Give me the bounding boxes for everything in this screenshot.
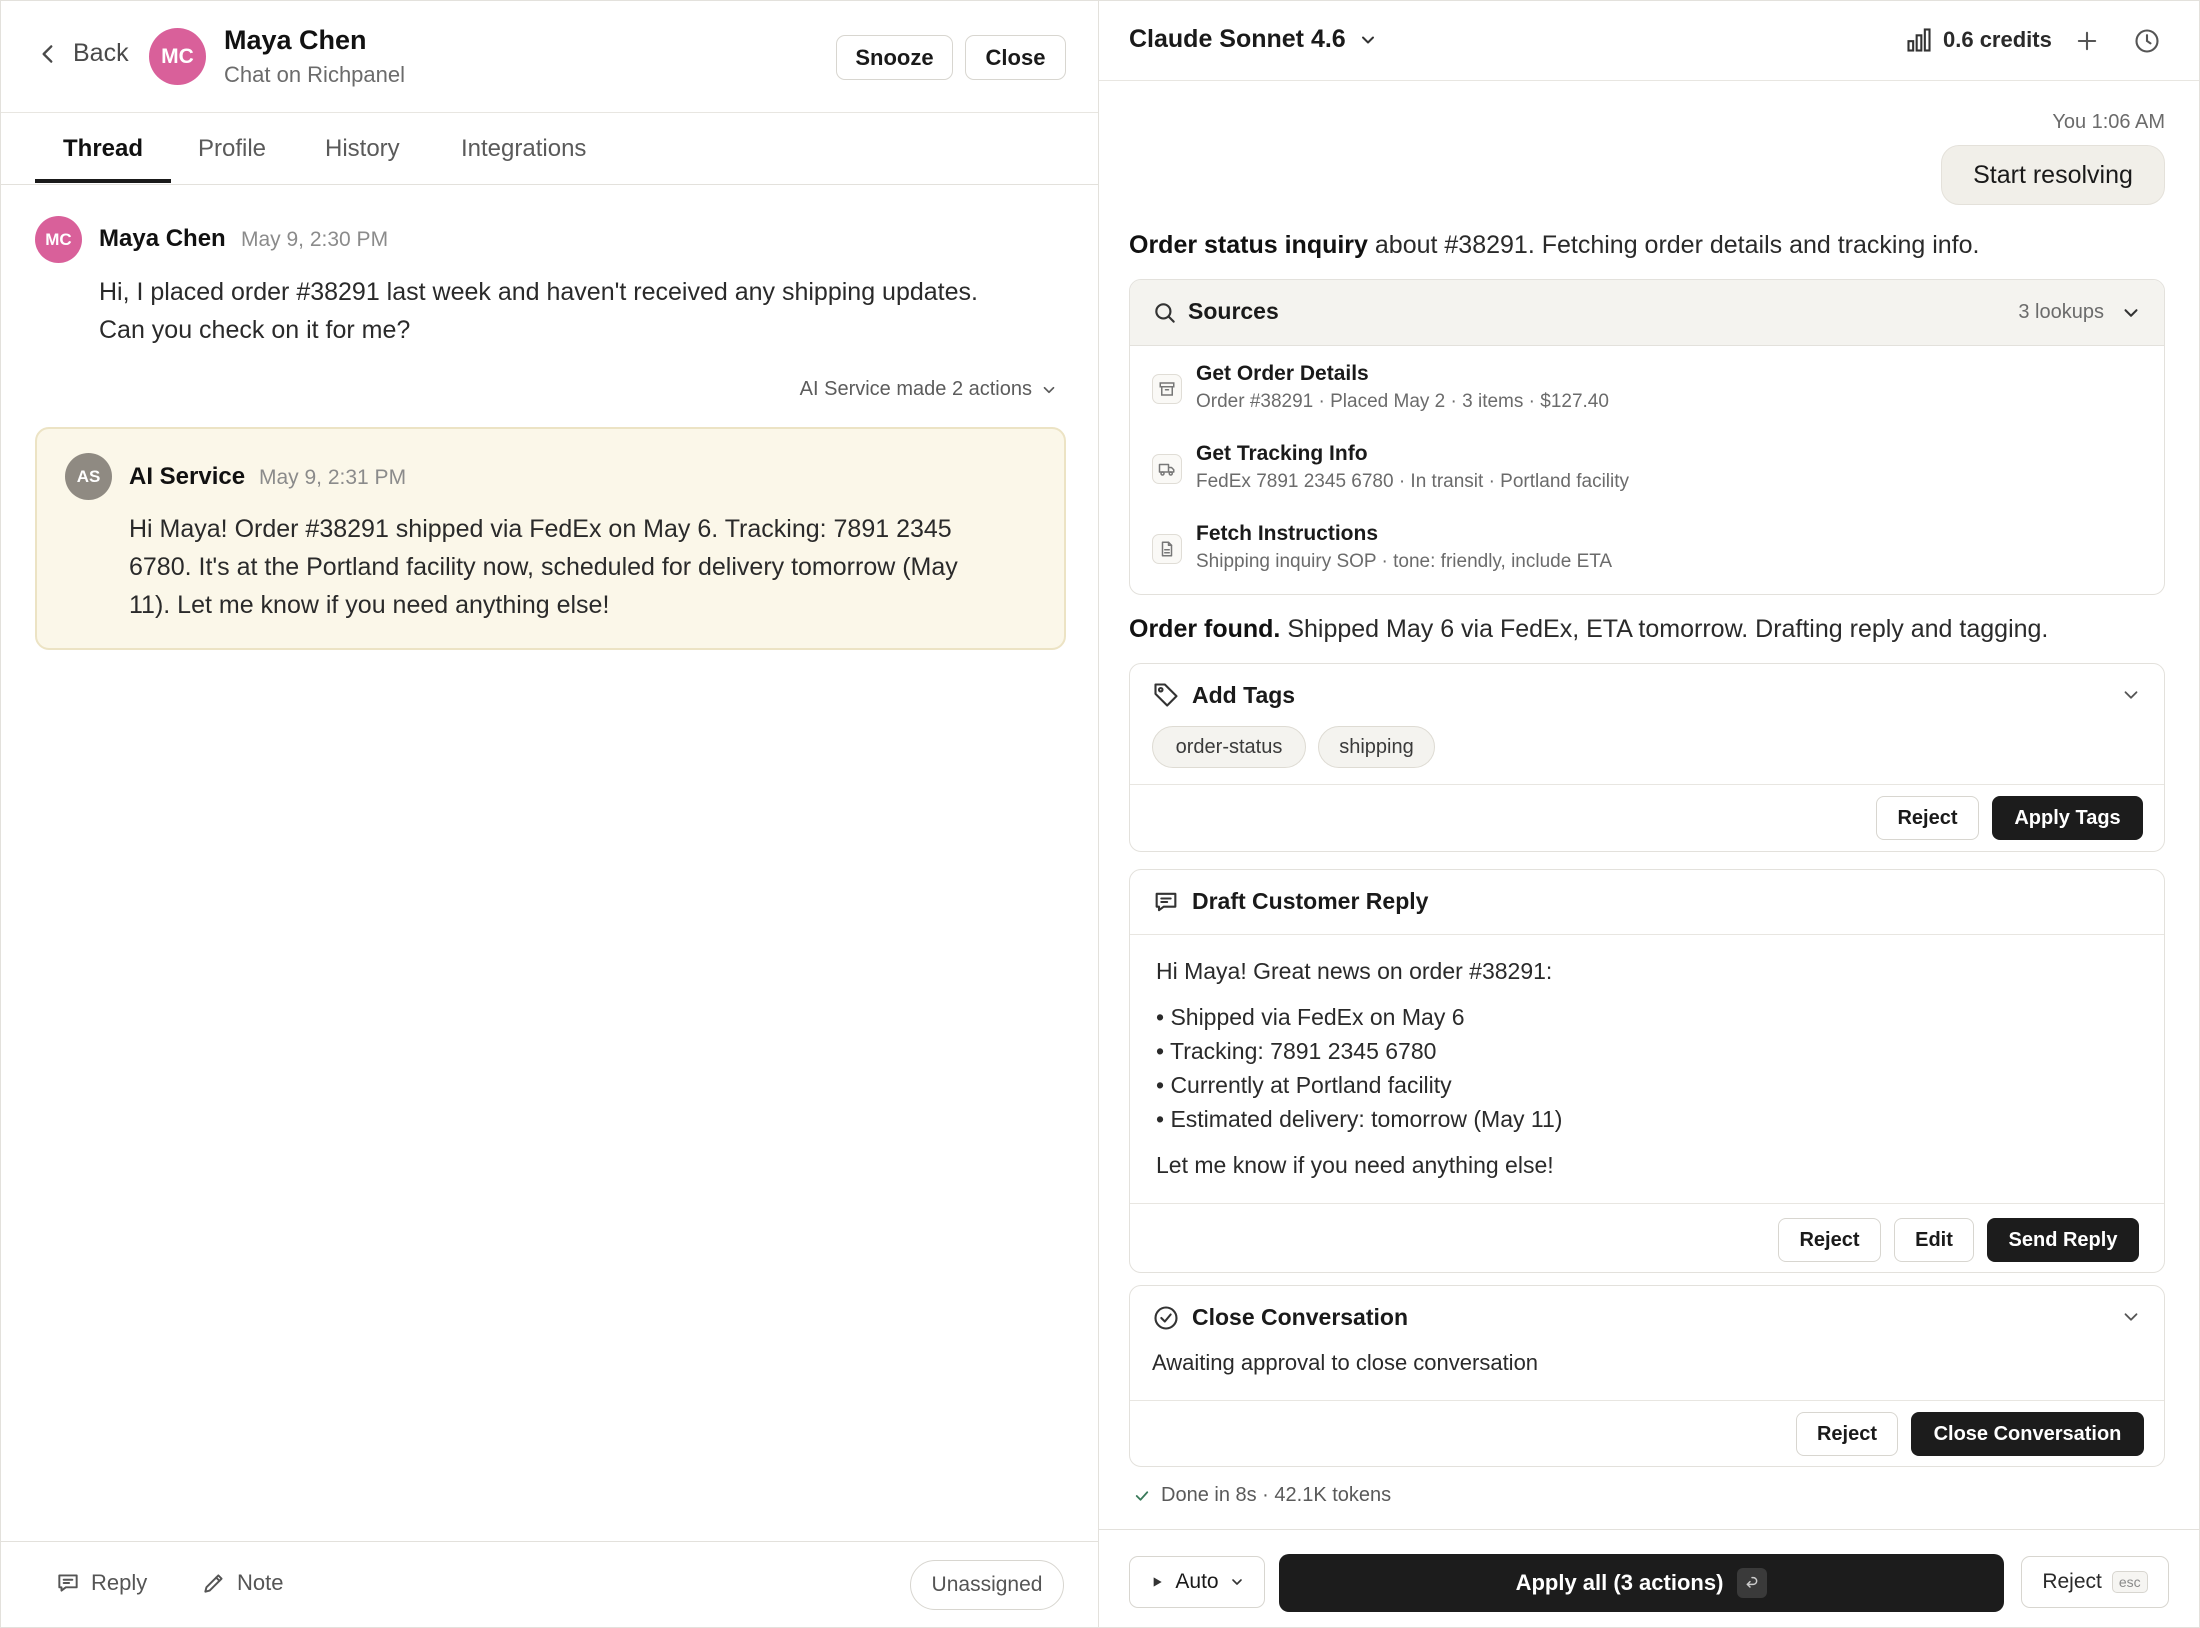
- composer-footer: [1, 1541, 1098, 1627]
- apply-all-button[interactable]: [1279, 1554, 2004, 1612]
- close-button[interactable]: Close: [965, 35, 1066, 80]
- back-button[interactable]: [35, 39, 129, 68]
- reject-reply-button[interactable]: Reject: [1778, 1218, 1881, 1262]
- conversation-header: [1, 1, 1098, 113]
- tag-icon: [1152, 681, 1180, 709]
- tab-history[interactable]: History: [325, 135, 400, 162]
- search-icon: [1152, 300, 1178, 326]
- panel-title: Draft Customer Reply: [1192, 888, 1429, 914]
- note-button[interactable]: [201, 1570, 283, 1596]
- bar-chart-icon: [1905, 26, 1933, 54]
- close-conversation-panel: [1129, 1285, 2165, 1467]
- draft-bullet: • Estimated delivery: tomorrow (May 11): [1156, 1106, 1563, 1132]
- message-line: 6780. It's at the Portland facility now, scheduled for delivery tomorrow (May: [129, 553, 958, 581]
- message-author: Maya Chen: [99, 225, 226, 252]
- tag-chip[interactable]: order-status: [1152, 726, 1306, 768]
- status-text: about #38291. Fetching order details and tracking info.: [1367, 231, 1980, 259]
- user-message-time: You 1:06 AM: [2052, 111, 2165, 133]
- esc-key-hint: esc: [2112, 1571, 2148, 1593]
- snooze-button[interactable]: Snooze: [836, 35, 953, 80]
- customer-avatar: MC: [149, 28, 206, 85]
- message-line: Hi, I placed order #38291 last week and haven't received any shipping updates.: [99, 278, 978, 306]
- truck-icon: [1152, 454, 1182, 484]
- check-circle-icon: [1152, 1304, 1180, 1332]
- reject-close-button[interactable]: Reject: [1796, 1412, 1898, 1456]
- note-label: Note: [237, 1570, 284, 1595]
- source-title: Fetch Instructions: [1196, 522, 1379, 545]
- sources-panel: [1129, 279, 2165, 595]
- close-status-text: Awaiting approval to close conversation: [1152, 1350, 1539, 1375]
- play-icon: [1149, 1574, 1165, 1590]
- customer-channel: Chat on Richpanel: [224, 62, 406, 87]
- draft-bullet: • Tracking: 7891 2345 6780: [1156, 1038, 1437, 1064]
- confirm-close-button[interactable]: Close Conversation: [1911, 1412, 2144, 1456]
- tab-profile[interactable]: Profile: [198, 135, 267, 162]
- assistant-pane: [1099, 1, 2199, 1627]
- message-author: AI Service: [129, 463, 246, 490]
- source-title: Get Tracking Info: [1196, 442, 1368, 465]
- status-bold: Order status inquiry: [1129, 231, 1368, 259]
- message-avatar: AS: [65, 453, 112, 500]
- conversation-tabs: [1, 113, 1098, 185]
- mode-selector[interactable]: [1129, 1556, 1265, 1608]
- enter-key-icon: [1737, 1568, 1767, 1598]
- draft-reply-panel: [1129, 869, 2165, 1273]
- apply-tags-button[interactable]: Apply Tags: [1992, 796, 2143, 840]
- chevron-left-icon: [35, 41, 61, 67]
- source-detail: Shipping inquiry SOP · tone: friendly, include ETA: [1196, 551, 1613, 572]
- user-message-bubble: Start resolving: [1941, 145, 2165, 205]
- draft-bullet: • Currently at Portland facility: [1156, 1072, 1452, 1098]
- draft-closing: Let me know if you need anything else!: [1156, 1152, 1554, 1178]
- message-time: May 9, 2:30 PM: [241, 228, 389, 251]
- assistant-footer: [1099, 1529, 2199, 1627]
- edit-reply-button[interactable]: Edit: [1894, 1218, 1974, 1262]
- plus-icon[interactable]: [2073, 27, 2101, 55]
- chevron-down-icon: [1040, 381, 1058, 399]
- archive-icon: [1152, 374, 1182, 404]
- run-summary: [1133, 1484, 1391, 1507]
- reject-all-button[interactable]: [2021, 1556, 2169, 1608]
- tag-chip[interactable]: shipping: [1318, 726, 1435, 768]
- chevron-down-icon: [1358, 30, 1378, 50]
- run-summary-text: Done in 8s · 42.1K tokens: [1161, 1484, 1392, 1506]
- credits-label: 0.6 credits: [1943, 27, 2052, 52]
- reply-label: Reply: [91, 1570, 148, 1595]
- ai-actions-toggle[interactable]: [800, 378, 1058, 401]
- panel-divider: [1130, 1400, 2164, 1401]
- add-tags-panel: [1129, 663, 2165, 852]
- panel-divider: [1130, 1203, 2164, 1204]
- credits-indicator[interactable]: [1905, 26, 2052, 54]
- status-message: [1129, 231, 1979, 260]
- chevron-down-icon[interactable]: [2120, 1306, 2142, 1328]
- panel-title: Add Tags: [1192, 682, 1296, 708]
- model-selector[interactable]: [1129, 25, 1378, 54]
- ai-message-card: [35, 427, 1066, 650]
- source-detail: FedEx 7891 2345 6780 · In transit · Portland facility: [1196, 471, 1630, 492]
- sources-title: Sources: [1188, 298, 1279, 324]
- message-line: Hi Maya! Order #38291 shipped via FedEx on May 6. Tracking: 7891 2345: [129, 515, 952, 543]
- message-time: May 9, 2:31 PM: [259, 466, 407, 489]
- status-bold: Order found.: [1129, 615, 1281, 643]
- reject-tags-button[interactable]: Reject: [1876, 796, 1979, 840]
- chevron-down-icon: [1229, 1574, 1245, 1590]
- assistant-header: [1099, 1, 2199, 81]
- ai-actions-label: AI Service made 2 actions: [799, 378, 1032, 400]
- chat-bubble-icon: [1152, 888, 1180, 916]
- reply-button[interactable]: [55, 1570, 147, 1596]
- back-label: Back: [73, 39, 129, 67]
- tab-thread[interactable]: Thread: [63, 135, 144, 162]
- chevron-down-icon: [2120, 302, 2142, 324]
- tab-integrations[interactable]: Integrations: [461, 135, 587, 162]
- draft-bullet: • Shipped via FedEx on May 6: [1156, 1004, 1465, 1030]
- source-title: Get Order Details: [1196, 362, 1369, 385]
- status-message: [1129, 615, 2048, 644]
- clock-icon[interactable]: [2133, 27, 2161, 55]
- message-text: [129, 510, 958, 624]
- message-avatar: MC: [35, 216, 82, 263]
- message-line: 11). Let me know if you need anything else!: [129, 591, 610, 619]
- customer-name: Maya Chen: [224, 25, 367, 55]
- draft-greeting: Hi Maya! Great news on order #38291:: [1156, 958, 1553, 984]
- conversation-pane: [1, 1, 1099, 1627]
- document-icon: [1152, 534, 1182, 564]
- send-reply-button[interactable]: Send Reply: [1987, 1218, 2139, 1262]
- pencil-icon: [201, 1570, 227, 1596]
- apply-all-label: Apply all (3 actions): [1515, 1570, 1724, 1595]
- active-tab-indicator: [35, 179, 171, 183]
- message-line: Can you check on it for me?: [99, 316, 411, 344]
- source-detail: Order #38291 · Placed May 2 · 3 items · $127.40: [1196, 391, 1609, 412]
- status-text: Shipped May 6 via FedEx, ETA tomorrow. Drafting reply and tagging.: [1280, 615, 2049, 643]
- mode-label: Auto: [1175, 1570, 1219, 1593]
- sources-count: 3 lookups: [2018, 301, 2104, 323]
- chevron-down-icon[interactable]: [2120, 684, 2142, 706]
- model-name: Claude Sonnet 4.6: [1129, 25, 1346, 53]
- panel-divider: [1130, 934, 2164, 935]
- reject-all-label: Reject: [2042, 1570, 2102, 1593]
- check-icon: [1133, 1487, 1151, 1505]
- chat-bubble-icon: [55, 1570, 81, 1596]
- assignee-selector[interactable]: Unassigned: [910, 1560, 1064, 1610]
- sources-header[interactable]: [1130, 280, 2164, 346]
- panel-divider: [1130, 784, 2164, 785]
- message-text: [99, 273, 978, 349]
- panel-title: Close Conversation: [1192, 1304, 1408, 1330]
